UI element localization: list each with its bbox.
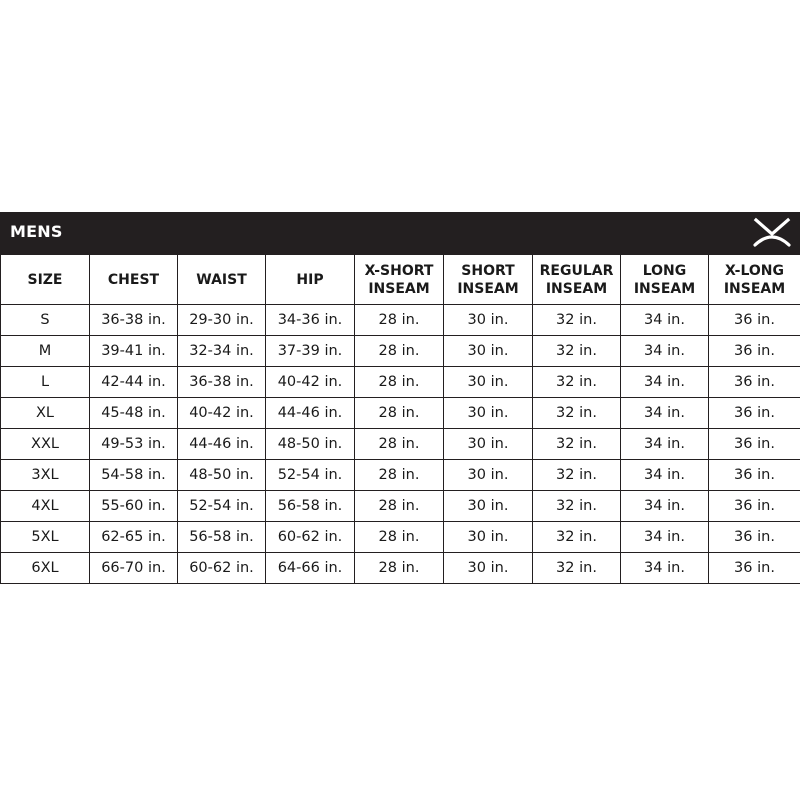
table-cell: 36 in. — [709, 522, 800, 553]
table-cell: 36-38 in. — [178, 367, 266, 398]
size-cell: XXL — [1, 429, 90, 460]
column-header-label: INSEAM — [723, 280, 786, 297]
table-row — [1, 336, 800, 367]
size-cell: 4XL — [1, 491, 90, 522]
table-cell: 36 in. — [709, 429, 800, 460]
table-row — [1, 305, 800, 336]
table-cell: 34 in. — [621, 305, 709, 336]
table-cell: 32 in. — [533, 398, 621, 429]
table-cell: 45-48 in. — [90, 398, 178, 429]
header-row — [1, 255, 800, 305]
column-header — [709, 255, 800, 305]
table-row — [1, 553, 800, 584]
brand-logo-icon — [752, 217, 792, 249]
table-cell: 28 in. — [355, 336, 444, 367]
table-cell: 52-54 in. — [178, 491, 266, 522]
table-cell: 32 in. — [533, 336, 621, 367]
table-cell: 30 in. — [444, 522, 533, 553]
table-cell: 66-70 in. — [90, 553, 178, 584]
table-cell: 44-46 in. — [266, 398, 355, 429]
column-header — [621, 255, 709, 305]
size-table — [0, 254, 800, 584]
column-header-label: CHEST — [107, 271, 160, 288]
column-header — [533, 255, 621, 305]
table-cell: 39-41 in. — [90, 336, 178, 367]
size-cell: 3XL — [1, 460, 90, 491]
column-header-label: X-SHORT — [364, 262, 434, 279]
table-cell: 30 in. — [444, 429, 533, 460]
table-cell: 32 in. — [533, 522, 621, 553]
table-cell: 28 in. — [355, 460, 444, 491]
table-row — [1, 367, 800, 398]
table-cell: 64-66 in. — [266, 553, 355, 584]
column-header — [444, 255, 533, 305]
column-header-label: SHORT — [461, 262, 515, 279]
table-cell: 34 in. — [621, 398, 709, 429]
column-header-label: INSEAM — [457, 280, 519, 297]
table-cell: 52-54 in. — [266, 460, 355, 491]
size-chart — [0, 212, 800, 584]
table-row — [1, 429, 800, 460]
table-cell: 32 in. — [533, 429, 621, 460]
table-cell: 28 in. — [355, 398, 444, 429]
column-header-label: REGULAR — [539, 262, 614, 279]
table-cell: 48-50 in. — [266, 429, 355, 460]
table-cell: 30 in. — [444, 305, 533, 336]
size-cell: S — [1, 305, 90, 336]
table-cell: 40-42 in. — [178, 398, 266, 429]
table-cell: 28 in. — [355, 305, 444, 336]
size-cell: XL — [1, 398, 90, 429]
table-row — [1, 491, 800, 522]
table-cell: 55-60 in. — [90, 491, 178, 522]
table-cell: 34 in. — [621, 367, 709, 398]
table-cell: 32 in. — [533, 460, 621, 491]
table-cell: 34-36 in. — [266, 305, 355, 336]
table-cell: 34 in. — [621, 336, 709, 367]
table-cell: 60-62 in. — [178, 553, 266, 584]
table-cell: 28 in. — [355, 491, 444, 522]
column-header-label: INSEAM — [368, 280, 430, 297]
table-cell: 30 in. — [444, 367, 533, 398]
table-cell: 36 in. — [709, 553, 800, 584]
column-header — [178, 255, 266, 305]
table-cell: 28 in. — [355, 429, 444, 460]
table-cell: 32 in. — [533, 491, 621, 522]
table-cell: 30 in. — [444, 553, 533, 584]
table-body — [1, 305, 800, 584]
table-cell: 28 in. — [355, 367, 444, 398]
column-header-label: SIZE — [27, 271, 63, 288]
table-cell: 32 in. — [533, 367, 621, 398]
table-cell: 29-30 in. — [178, 305, 266, 336]
column-header — [90, 255, 178, 305]
table-cell: 42-44 in. — [90, 367, 178, 398]
table-cell: 32 in. — [533, 553, 621, 584]
title-bar — [0, 212, 800, 254]
table-cell: 60-62 in. — [266, 522, 355, 553]
table-cell: 36 in. — [709, 367, 800, 398]
table-cell: 34 in. — [621, 491, 709, 522]
size-cell: 5XL — [1, 522, 90, 553]
table-cell: 30 in. — [444, 460, 533, 491]
table-cell: 48-50 in. — [178, 460, 266, 491]
table-cell: 40-42 in. — [266, 367, 355, 398]
table-cell: 49-53 in. — [90, 429, 178, 460]
table-cell: 56-58 in. — [178, 522, 266, 553]
chart-title: MENS — [10, 222, 63, 241]
table-cell: 36 in. — [709, 305, 800, 336]
table-cell: 28 in. — [355, 553, 444, 584]
table-cell: 30 in. — [444, 336, 533, 367]
table-row — [1, 460, 800, 491]
column-header-label: INSEAM — [633, 280, 696, 297]
table-cell: 62-65 in. — [90, 522, 178, 553]
table-cell: 34 in. — [621, 522, 709, 553]
table-row — [1, 522, 800, 553]
table-cell: 30 in. — [444, 398, 533, 429]
table-cell: 36 in. — [709, 460, 800, 491]
table-cell: 30 in. — [444, 491, 533, 522]
column-header — [355, 255, 444, 305]
table-cell: 32-34 in. — [178, 336, 266, 367]
table-cell: 36-38 in. — [90, 305, 178, 336]
column-header-label: LONG — [642, 262, 687, 279]
table-cell: 37-39 in. — [266, 336, 355, 367]
table-cell: 54-58 in. — [90, 460, 178, 491]
size-cell: L — [1, 367, 90, 398]
size-cell: 6XL — [1, 553, 90, 584]
size-cell: M — [1, 336, 90, 367]
table-cell: 32 in. — [533, 305, 621, 336]
table-cell: 44-46 in. — [178, 429, 266, 460]
column-header-label: X-LONG — [725, 262, 784, 279]
table-cell: 28 in. — [355, 522, 444, 553]
table-cell: 36 in. — [709, 336, 800, 367]
table-cell: 34 in. — [621, 429, 709, 460]
table-cell: 36 in. — [709, 491, 800, 522]
column-header-label: WAIST — [196, 271, 247, 288]
table-cell: 36 in. — [709, 398, 800, 429]
table-cell: 56-58 in. — [266, 491, 355, 522]
column-header-label: HIP — [296, 271, 324, 288]
column-header — [266, 255, 355, 305]
column-header — [1, 255, 90, 305]
column-header-label: INSEAM — [545, 280, 608, 297]
table-cell: 34 in. — [621, 460, 709, 491]
table-cell: 34 in. — [621, 553, 709, 584]
table-row — [1, 398, 800, 429]
